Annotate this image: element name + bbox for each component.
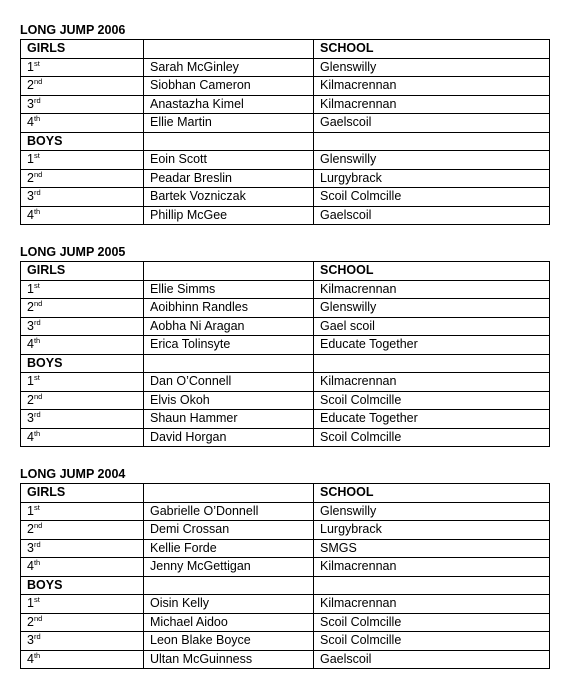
girls-label: GIRLS xyxy=(21,484,144,503)
position-cell: 4th xyxy=(21,206,144,225)
position-cell: 1st xyxy=(21,151,144,170)
girls-header-row xyxy=(21,262,550,281)
table-row xyxy=(21,632,550,651)
long-jump-2005-section xyxy=(20,244,550,447)
section-title: LONG JUMP 2006 xyxy=(20,23,126,37)
table-row xyxy=(21,373,550,392)
school-cell: Scoil Colmcille xyxy=(314,391,550,410)
girls-label: GIRLS xyxy=(21,40,144,59)
school-label: SCHOOL xyxy=(314,484,550,503)
name-cell: Demi Crossan xyxy=(144,521,314,540)
position-cell: 3rd xyxy=(21,95,144,114)
table-row xyxy=(21,280,550,299)
school-cell: Kilmacrennan xyxy=(314,595,550,614)
name-cell: Elvis Okoh xyxy=(144,391,314,410)
empty-header-cell xyxy=(144,576,314,595)
table-row xyxy=(21,114,550,133)
school-cell: SMGS xyxy=(314,539,550,558)
boys-label: BOYS xyxy=(21,354,144,373)
school-label: SCHOOL xyxy=(314,40,550,59)
position-cell: 3rd xyxy=(21,539,144,558)
table-row xyxy=(21,299,550,318)
empty-header-cell xyxy=(314,132,550,151)
empty-header-cell xyxy=(144,484,314,503)
school-cell: Educate Together xyxy=(314,410,550,429)
results-table xyxy=(20,261,550,447)
empty-header-cell xyxy=(314,576,550,595)
position-cell: 1st xyxy=(21,373,144,392)
position-cell: 2nd xyxy=(21,299,144,318)
table-row xyxy=(21,613,550,632)
school-cell: Gaelscoil xyxy=(314,206,550,225)
name-cell: Erica Tolinsyte xyxy=(144,336,314,355)
name-cell: Gabrielle O’Donnell xyxy=(144,502,314,521)
name-cell: Anastazha Kimel xyxy=(144,95,314,114)
table-row xyxy=(21,317,550,336)
name-cell: David Horgan xyxy=(144,428,314,447)
school-cell: Scoil Colmcille xyxy=(314,613,550,632)
table-row xyxy=(21,188,550,207)
name-cell: Bartek Vozniczak xyxy=(144,188,314,207)
school-cell: Kilmacrennan xyxy=(314,280,550,299)
school-cell: Educate Together xyxy=(314,336,550,355)
boys-header-row xyxy=(21,132,550,151)
name-cell: Kellie Forde xyxy=(144,539,314,558)
results-table xyxy=(20,483,550,669)
table-row xyxy=(21,336,550,355)
name-cell: Sarah McGinley xyxy=(144,58,314,77)
empty-header-cell xyxy=(144,40,314,59)
school-cell: Glenswilly xyxy=(314,502,550,521)
table-row xyxy=(21,502,550,521)
table-row xyxy=(21,391,550,410)
name-cell: Phillip McGee xyxy=(144,206,314,225)
empty-header-cell xyxy=(144,262,314,281)
name-cell: Aobha Ni Aragan xyxy=(144,317,314,336)
school-cell: Kilmacrennan xyxy=(314,558,550,577)
position-cell: 2nd xyxy=(21,613,144,632)
long-jump-2006-section xyxy=(20,22,550,225)
position-cell: 4th xyxy=(21,114,144,133)
name-cell: Oisin Kelly xyxy=(144,595,314,614)
empty-header-cell xyxy=(144,354,314,373)
table-row xyxy=(21,206,550,225)
school-cell: Kilmacrennan xyxy=(314,95,550,114)
school-cell: Gaelscoil xyxy=(314,650,550,669)
name-cell: Ultan McGuinness xyxy=(144,650,314,669)
results-table xyxy=(20,39,550,225)
section-title: LONG JUMP 2004 xyxy=(20,467,126,481)
empty-header-cell xyxy=(144,132,314,151)
girls-label: GIRLS xyxy=(21,262,144,281)
position-cell: 1st xyxy=(21,595,144,614)
table-row xyxy=(21,77,550,96)
name-cell: Ellie Simms xyxy=(144,280,314,299)
table-row xyxy=(21,58,550,77)
school-cell: Gaelscoil xyxy=(314,114,550,133)
position-cell: 4th xyxy=(21,650,144,669)
boys-header-row xyxy=(21,576,550,595)
position-cell: 3rd xyxy=(21,317,144,336)
table-row xyxy=(21,595,550,614)
school-label: SCHOOL xyxy=(314,262,550,281)
girls-header-row xyxy=(21,40,550,59)
boys-header-row xyxy=(21,354,550,373)
position-cell: 4th xyxy=(21,428,144,447)
name-cell: Leon Blake Boyce xyxy=(144,632,314,651)
boys-label: BOYS xyxy=(21,576,144,595)
table-row xyxy=(21,428,550,447)
position-cell: 1st xyxy=(21,280,144,299)
school-cell: Kilmacrennan xyxy=(314,77,550,96)
position-cell: 4th xyxy=(21,558,144,577)
school-cell: Kilmacrennan xyxy=(314,373,550,392)
boys-label: BOYS xyxy=(21,132,144,151)
name-cell: Ellie Martin xyxy=(144,114,314,133)
position-cell: 4th xyxy=(21,336,144,355)
school-cell: Scoil Colmcille xyxy=(314,428,550,447)
table-row xyxy=(21,410,550,429)
school-cell: Glenswilly xyxy=(314,299,550,318)
position-cell: 2nd xyxy=(21,77,144,96)
name-cell: Eoin Scott xyxy=(144,151,314,170)
school-cell: Gael scoil xyxy=(314,317,550,336)
table-row xyxy=(21,650,550,669)
position-cell: 3rd xyxy=(21,410,144,429)
position-cell: 2nd xyxy=(21,521,144,540)
position-cell: 2nd xyxy=(21,169,144,188)
position-cell: 2nd xyxy=(21,391,144,410)
name-cell: Michael Aidoo xyxy=(144,613,314,632)
name-cell: Aoibhinn Randles xyxy=(144,299,314,318)
table-row xyxy=(21,521,550,540)
table-row xyxy=(21,558,550,577)
name-cell: Peadar Breslin xyxy=(144,169,314,188)
empty-header-cell xyxy=(314,354,550,373)
school-cell: Glenswilly xyxy=(314,151,550,170)
name-cell: Jenny McGettigan xyxy=(144,558,314,577)
section-title: LONG JUMP 2005 xyxy=(20,245,126,259)
position-cell: 3rd xyxy=(21,188,144,207)
name-cell: Shaun Hammer xyxy=(144,410,314,429)
position-cell: 1st xyxy=(21,502,144,521)
school-cell: Lurgybrack xyxy=(314,169,550,188)
school-cell: Scoil Colmcille xyxy=(314,188,550,207)
position-cell: 1st xyxy=(21,58,144,77)
table-row xyxy=(21,95,550,114)
position-cell: 3rd xyxy=(21,632,144,651)
school-cell: Lurgybrack xyxy=(314,521,550,540)
name-cell: Siobhan Cameron xyxy=(144,77,314,96)
table-row xyxy=(21,539,550,558)
girls-header-row xyxy=(21,484,550,503)
table-row xyxy=(21,169,550,188)
table-row xyxy=(21,151,550,170)
long-jump-2004-section xyxy=(20,466,550,669)
name-cell: Dan O’Connell xyxy=(144,373,314,392)
school-cell: Glenswilly xyxy=(314,58,550,77)
school-cell: Scoil Colmcille xyxy=(314,632,550,651)
